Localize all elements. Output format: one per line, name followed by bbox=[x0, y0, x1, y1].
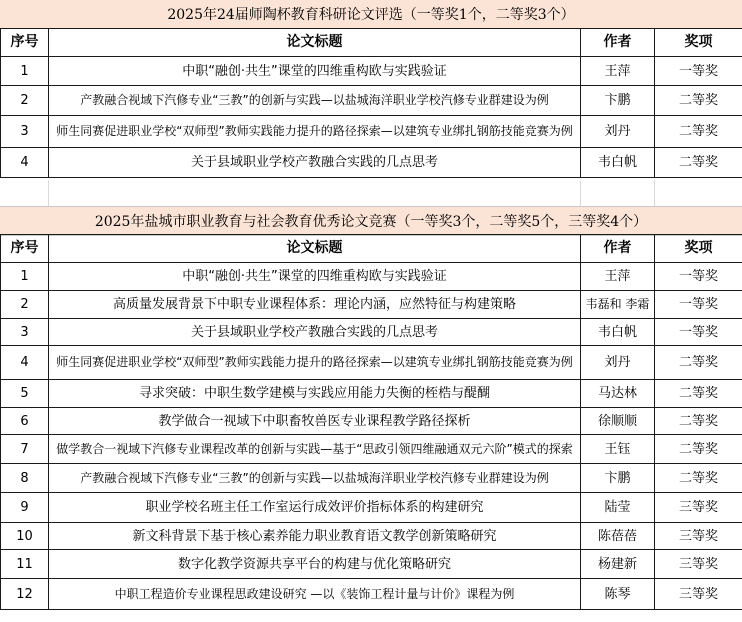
cell-award: 二等奖 bbox=[655, 464, 742, 493]
cell-award: 二等奖 bbox=[655, 408, 742, 435]
gridline bbox=[48, 180, 49, 206]
cell-num: 8 bbox=[1, 464, 49, 493]
cell-author: 陈琴 bbox=[581, 579, 655, 610]
cell-title: 师生同赛促进职业学校“双师型”教师实践能力提升的路径探索—以建筑专业绑扎钢筋技能竞赛为例 bbox=[49, 116, 581, 148]
header-author: 作者 bbox=[581, 235, 655, 263]
cell-title: 教学做合一视域下中职畜牧兽医专业课程教学路径探析 bbox=[49, 408, 581, 435]
cell-author: 陈蓓蓓 bbox=[581, 523, 655, 550]
table-row bbox=[1, 380, 742, 408]
cell-author: 王萍 bbox=[581, 263, 655, 291]
cell-title: 关于县域职业学校产教融合实践的几点思考 bbox=[49, 319, 581, 346]
gridline bbox=[580, 180, 581, 206]
cell-award: 二等奖 bbox=[655, 380, 742, 408]
table-row bbox=[1, 493, 742, 523]
table-row bbox=[1, 464, 742, 493]
cell-award: 三等奖 bbox=[655, 550, 742, 579]
cell-award: 二等奖 bbox=[655, 86, 742, 116]
cell-num: 2 bbox=[1, 86, 49, 116]
header-award: 奖项 bbox=[655, 235, 742, 263]
gridline bbox=[654, 180, 655, 206]
cell-author: 韦磊和 李霜 bbox=[581, 291, 655, 319]
cell-num: 2 bbox=[1, 291, 49, 319]
header-num: 序号 bbox=[1, 29, 49, 57]
header-author: 作者 bbox=[581, 29, 655, 57]
cell-author: 刘丹 bbox=[581, 116, 655, 148]
cell-title: 中职工程造价专业课程思政建设研究 —以《装饰工程计量与计价》课程为例 bbox=[49, 579, 581, 610]
table-row bbox=[1, 550, 742, 579]
cell-num: 1 bbox=[1, 57, 49, 86]
table-row bbox=[1, 523, 742, 550]
header-award: 奖项 bbox=[655, 29, 742, 57]
cell-title: 关于县域职业学校产教融合实践的几点思考 bbox=[49, 148, 581, 178]
table-row bbox=[1, 57, 742, 86]
table-row bbox=[1, 346, 742, 380]
table-row bbox=[1, 435, 742, 464]
cell-num: 7 bbox=[1, 435, 49, 464]
section2-table bbox=[0, 234, 742, 610]
cell-author: 王钰 bbox=[581, 435, 655, 464]
cell-author: 陆莹 bbox=[581, 493, 655, 523]
cell-author: 马达林 bbox=[581, 380, 655, 408]
cell-author: 徐顺顺 bbox=[581, 408, 655, 435]
cell-title: 产教融合视域下汽修专业“三教”的创新与实践—以盐城海洋职业学校汽修专业群建设为例 bbox=[49, 86, 581, 116]
cell-num: 5 bbox=[1, 380, 49, 408]
table-row bbox=[1, 408, 742, 435]
cell-num: 12 bbox=[1, 579, 49, 610]
cell-num: 3 bbox=[1, 319, 49, 346]
cell-award: 二等奖 bbox=[655, 346, 742, 380]
cell-award: 一等奖 bbox=[655, 263, 742, 291]
cell-title: 寻求突破：中职生数学建模与实践应用能力失衡的桎梏与醍醐 bbox=[49, 380, 581, 408]
cell-title: 职业学校名班主任工作室运行成效评价指标体系的构建研究 bbox=[49, 493, 581, 523]
cell-author: 韦白帆 bbox=[581, 319, 655, 346]
cell-award: 三等奖 bbox=[655, 523, 742, 550]
section1-header-row bbox=[1, 29, 742, 57]
cell-num: 1 bbox=[1, 263, 49, 291]
table-row bbox=[1, 263, 742, 291]
cell-num: 6 bbox=[1, 408, 49, 435]
cell-award: 一等奖 bbox=[655, 291, 742, 319]
section2-title: 2025年盐城市职业教育与社会教育优秀论文竞赛（一等奖3个，二等奖5个，三等奖4个） bbox=[0, 206, 742, 236]
cell-num: 4 bbox=[1, 346, 49, 380]
cell-award: 一等奖 bbox=[655, 319, 742, 346]
cell-award: 一等奖 bbox=[655, 57, 742, 86]
cell-award: 二等奖 bbox=[655, 148, 742, 178]
table-row bbox=[1, 291, 742, 319]
cell-author: 卞鹏 bbox=[581, 464, 655, 493]
cell-num: 3 bbox=[1, 116, 49, 148]
table-row bbox=[1, 86, 742, 116]
section1-title: 2025年24届师陶杯教育科研论文评选（一等奖1个，二等奖3个） bbox=[0, 0, 742, 29]
header-num: 序号 bbox=[1, 235, 49, 263]
header-title: 论文标题 bbox=[49, 29, 581, 57]
table-row bbox=[1, 116, 742, 148]
cell-author: 刘丹 bbox=[581, 346, 655, 380]
cell-award: 三等奖 bbox=[655, 579, 742, 610]
section2-header-row bbox=[1, 235, 742, 263]
cell-award: 二等奖 bbox=[655, 116, 742, 148]
cell-award: 三等奖 bbox=[655, 493, 742, 523]
cell-author: 韦白帆 bbox=[581, 148, 655, 178]
cell-author: 王萍 bbox=[581, 57, 655, 86]
cell-title: 中职“融创·共生”课堂的四维重构欧与实践验证 bbox=[49, 57, 581, 86]
blank-row bbox=[0, 180, 742, 206]
cell-author: 杨建新 bbox=[581, 550, 655, 579]
cell-num: 4 bbox=[1, 148, 49, 178]
table-row bbox=[1, 579, 742, 610]
table-row bbox=[1, 148, 742, 178]
section1-table bbox=[0, 28, 742, 178]
cell-title: 产教融合视域下汽修专业“三教”的创新与实践—以盐城海洋职业学校汽修专业群建设为例 bbox=[49, 464, 581, 493]
cell-num: 10 bbox=[1, 523, 49, 550]
cell-num: 9 bbox=[1, 493, 49, 523]
cell-title: 中职“融创·共生”课堂的四维重构欧与实践验证 bbox=[49, 263, 581, 291]
cell-award: 二等奖 bbox=[655, 435, 742, 464]
header-title: 论文标题 bbox=[49, 235, 581, 263]
cell-title: 做学教合一视域下汽修专业课程改革的创新与实践—基于“思政引领四维融通双元六阶”模式的探索 bbox=[49, 435, 581, 464]
cell-title: 师生同赛促进职业学校“双师型”教师实践能力提升的路径探索—以建筑专业绑扎钢筋技能竞赛为例 bbox=[49, 346, 581, 380]
cell-title: 高质量发展背景下中职专业课程体系：理论内涵，应然特征与构建策略 bbox=[49, 291, 581, 319]
cell-author: 卞鹏 bbox=[581, 86, 655, 116]
cell-num: 11 bbox=[1, 550, 49, 579]
cell-title: 数字化教学资源共享平台的构建与优化策略研究 bbox=[49, 550, 581, 579]
table-row bbox=[1, 319, 742, 346]
cell-title: 新文科背景下基于核心素养能力职业教育语文教学创新策略研究 bbox=[49, 523, 581, 550]
